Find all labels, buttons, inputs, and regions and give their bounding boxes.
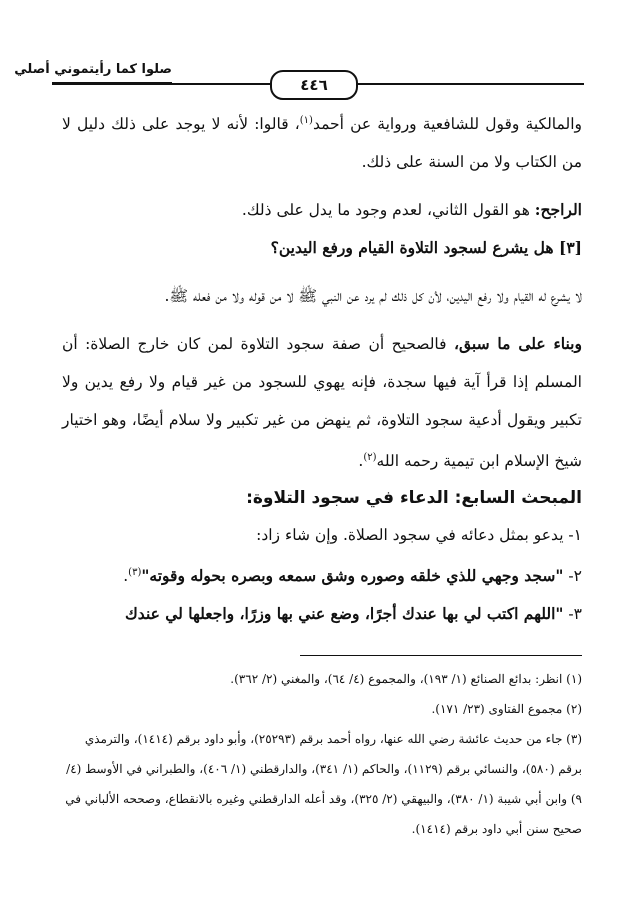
paragraph-preferred <box>62 191 582 229</box>
footnote-3: (٣) جاء من حديث عائشة رضي الله عنها، رواه أحمد برقم (٢٥٢٩٣)، وأبو داود برقم (١٤١٤)، والترمذي برقم (٥٨٠)، والنسائي برقم (١١٢٩)، والحاكم (١/ ٣٤١)، والدارقطني (١/ ٤٠٦)، والطبراني في الأوسط (٤/ ٩) وابن أبي شيبة (١/ ٣٨٠)، والبيهقي (٢/ ٣٢٥)، وقد أعله الدارقطني وغيره بالانقطاع، وصححه الألباني في صحيح سنن أبي داود برقم (١٤١٤). <box>65 732 582 836</box>
gap <box>62 181 582 191</box>
preferred-label: الراجح: <box>534 200 582 220</box>
running-title: صلوا كما رأيتموني أصلي <box>52 60 172 84</box>
paragraph-schools-text: والمالكية وقول للشافعية ورواية عن أحمد <box>312 115 582 134</box>
conclusion-paragraph: وبناء على ما سبق، فالصحيح أن صفة سجود التلاوة لمن كان خارج الصلاة: أن المسلم إذا قرأ آية فيها سجدة، فإنه يهوي للسجود من غير قيام ولا رفع يدين ولا تكبير ويقول أدعية سجود التلاوة، ثم ينهض من غير تكبير ولا سلام أيضًا، وهو اختيار شيخ الإسلام ابن تيمية رحمه الله$^{(٢)}$. <box>62 334 582 471</box>
main-text <box>62 102 582 633</box>
list-item-3-text: "اللهم اكتب لي بها عندك أجرًا، وضع عني بها وزرًا، واجعلها لي عندك <box>125 604 564 624</box>
conclusion-text: فالصحيح أن صفة سجود التلاوة لمن كان خارج الصلاة: أن المسلم إذا قرأ آية فيها سجدة، فإنه يهوي للسجود من غير قيام ولا رفع يدين ولا تكبير ويقول أدعية سجود التلاوة، ثم ينهض من غير تكبير ولا سلام أيضًا، وهو اختيار شيخ الإسلام ابن تيمية رحمه الله <box>62 335 582 471</box>
question-3: [٣] هل يشرع لسجود التلاوة القيام ورفع اليدين؟ <box>270 238 582 258</box>
answer-paragraph: لا يشرع له القيام ولا رفع اليدين، لأن كل ذلك لم يرد عن النبي ﷺ لا من قوله ولا من فعله ﷺ. <box>164 287 582 306</box>
list-item-2-text: "سجد وجهي للذي خلقه وصوره وشق سمعه وبصره بحوله وقوته" <box>141 566 564 586</box>
footnote-1: (١) انظر: بدائع الصنائع (١/ ١٩٣)، والمجموع (٤/ ٦٤)، والمغني (٢/ ٣٦٢). <box>230 672 582 686</box>
list-item-2-number: ٢- <box>563 567 582 586</box>
conclusion-lead: وبناء على ما سبق، <box>453 334 582 354</box>
paragraph-schools <box>62 102 582 181</box>
footnotes <box>62 664 582 844</box>
paragraph-schools-rest: ، قالوا: لأنه لا يوجد على ذلك دليل لا من الكتاب ولا من السنة على ذلك. <box>62 115 582 172</box>
footnote-2: (٢) مجموع الفتاوى (٢٣/ ١٧١). <box>431 702 582 716</box>
page-number: ٤٤٦ <box>270 70 358 100</box>
preferred-text: هو القول الثاني، لعدم وجود ما يدل على ذلك. <box>241 201 535 220</box>
section-heading: المبحث السابع: الدعاء في سجود التلاوة: <box>246 488 582 509</box>
list-item-2: ٢- "سجد وجهي للذي خلقه وصوره وشق سمعه وبصره بحوله وقوته"$^{(٣)}$. <box>123 566 582 586</box>
footnote-ref-3: (٣) <box>128 567 142 579</box>
gap <box>62 315 582 325</box>
footnote-ref-2: (٢) <box>363 452 377 464</box>
list-item-3 <box>62 595 582 633</box>
footnote-divider <box>300 655 582 656</box>
footnote-ref-1: (١) <box>299 115 313 126</box>
list-item-3-number: ٣- <box>563 605 582 624</box>
list-item-1: ١- يدعو بمثل دعائه في سجود الصلاة. وإن شاء زاد: <box>256 526 582 545</box>
gap <box>62 267 582 277</box>
